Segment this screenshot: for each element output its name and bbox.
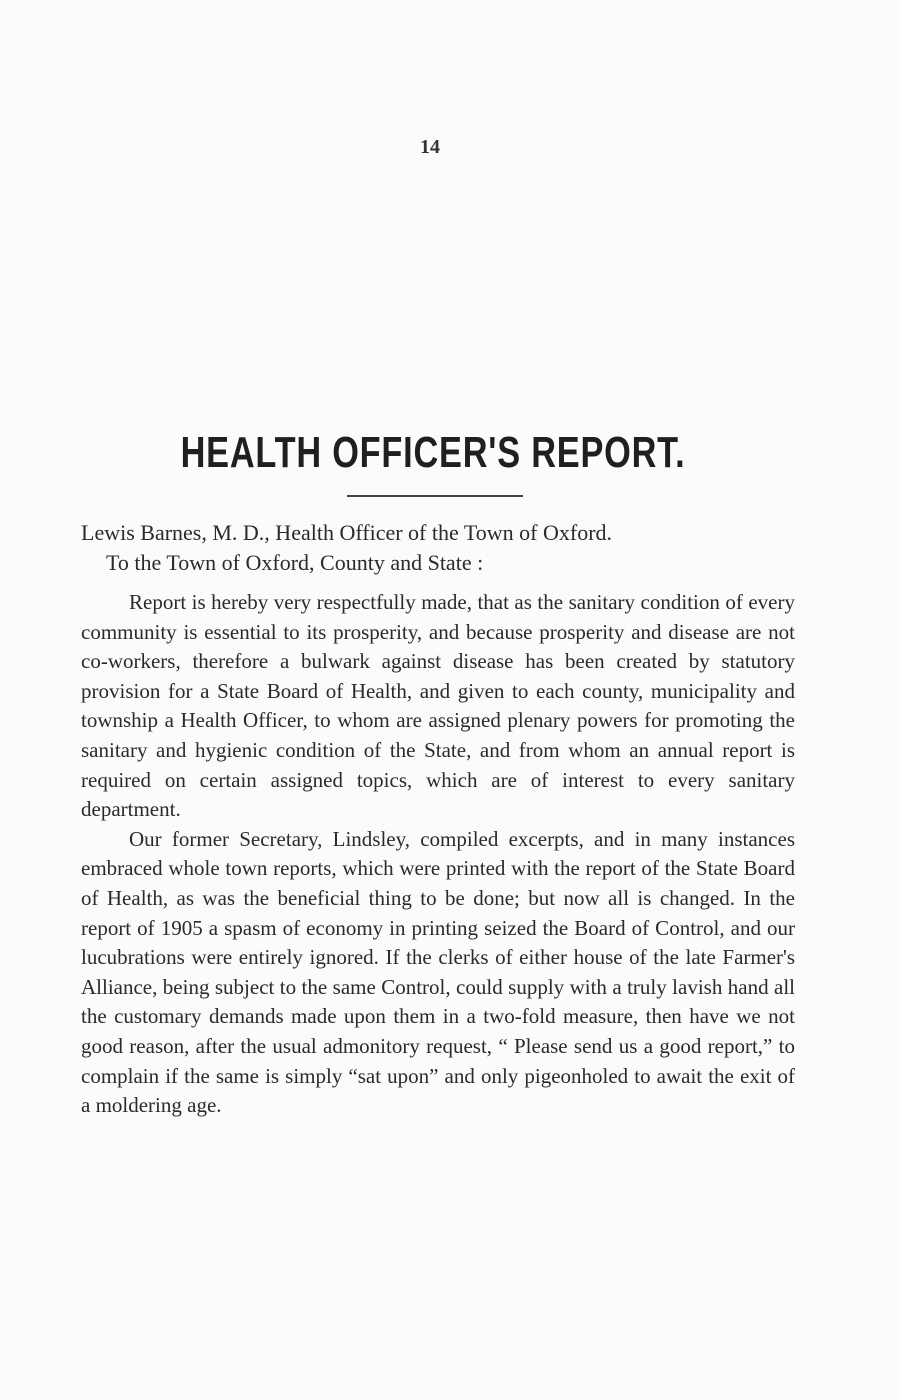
from-line: Lewis Barnes, M. D., Health Officer of the Town of Oxford. xyxy=(81,520,613,545)
to-line: To the Town of Oxford, County and State : xyxy=(106,550,484,575)
title-divider xyxy=(347,495,523,497)
addressee-block xyxy=(81,518,801,578)
report-body xyxy=(81,588,795,1121)
page-number: 14 xyxy=(420,136,440,158)
paragraph: Report is hereby very respectfully made, that as the sanitary condition of every community is essential to its prosperity, and because prosperity and disease are not co-workers, therefore a bulwark against disease has been created by statutory provision for a State Board of Health, and given to each county, municipality and township a Health Officer, to whom are assigned plenary powers for promoting the sanitary and hygienic condition of the State, and from whom an annual report is required on certain assigned topics, which are of interest to every sanitary department. xyxy=(81,590,795,822)
paragraph: Our former Secretary, Lindsley, compiled excerpts, and in many instances embraced whole town reports, which were printed with the report of the State Board of Health, as was the beneficial thing to be done; but now all is changed. In the report of 1905 a spasm of economy in printing seized the Board of Control, and our lucubrations were entirely ignored. If the clerks of either house of the late Farmer's Alliance, being subject to the same Control, could supply with a truly lavish hand all the customary demands made upon them in a two-fold measure, then have we not good reason, after the usual admonitory request, “ Please send us a good report,” to complain if the same is simply “sat upon” and only pigeonholed to await the exit of a moldering age. xyxy=(81,826,795,1118)
page-title: HEALTH OFFICER'S REPORT. xyxy=(180,428,686,477)
